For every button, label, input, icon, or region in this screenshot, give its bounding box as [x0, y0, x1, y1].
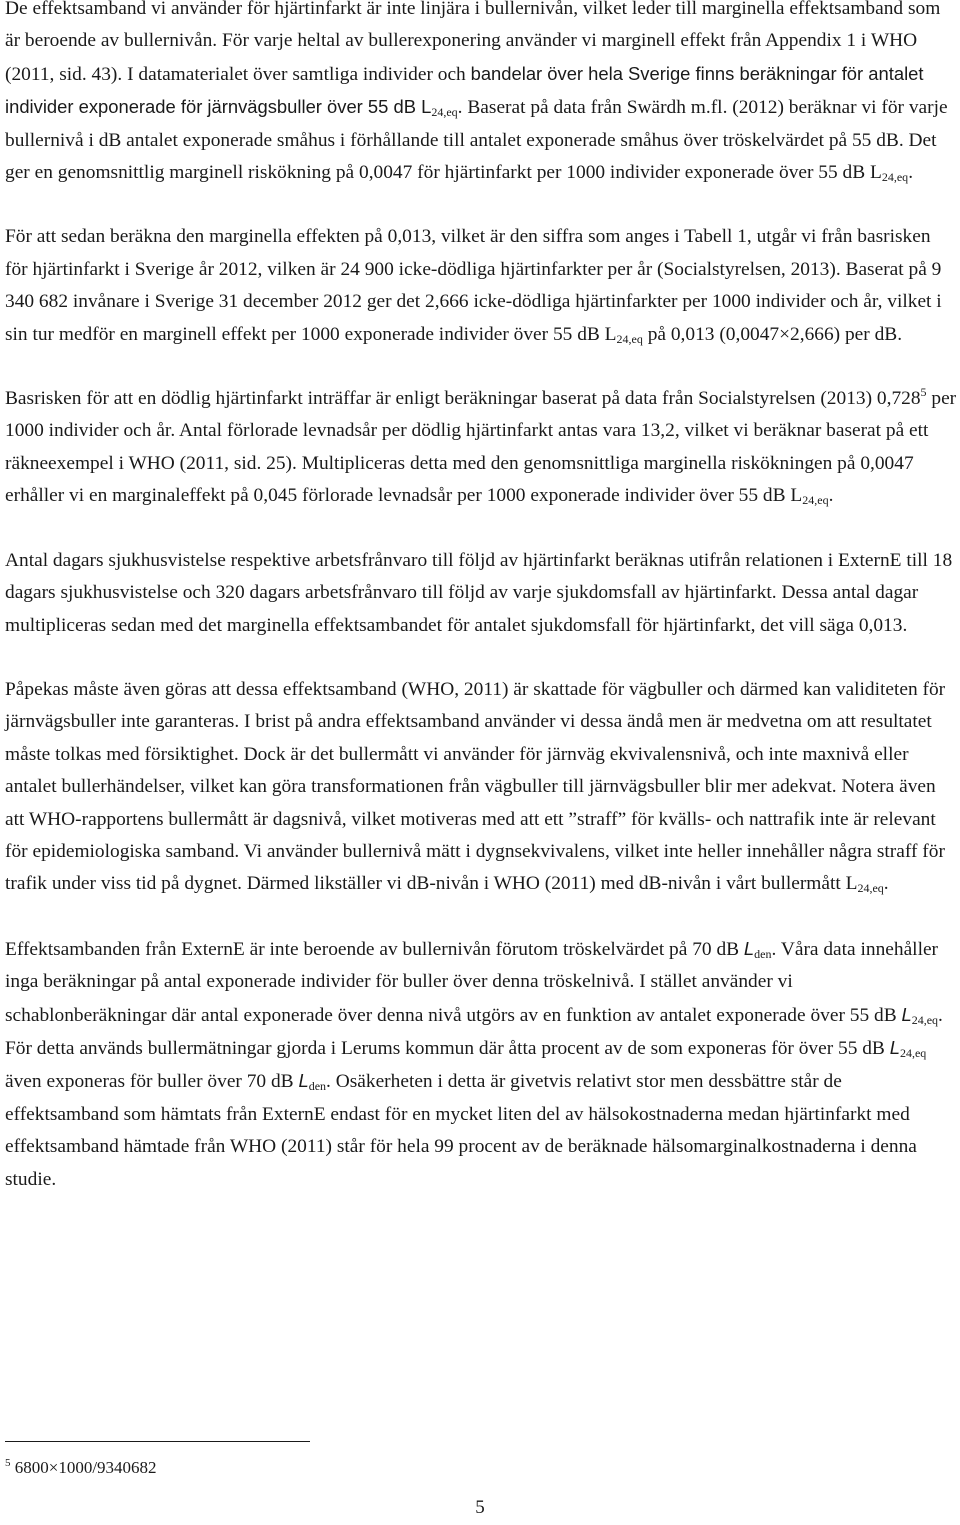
- paragraph-6: [5, 933, 957, 1196]
- paragraph-6-subscript-4: den: [308, 1079, 327, 1094]
- paragraph-3-text-b: per 1000 individer och år. Antal förlorade levnadsår per dödlig hjärtinfarkt antas vara 13,2, vilket vi beräknar baserat på ett räkneexempel i WHO (2011, sid. 25). Multipliceras detta med den genomsnittliga marginella riskökningen på 0,0047 erhåller vi en marginaleffekt på 0,045 förlorade levnadsår per 1000 exponerade individer över 55 dB L: [5, 388, 957, 507]
- paragraph-2-text-a: För att sedan beräkna den marginella effekten på 0,013, vilket är den siffra som anges i Tabell 1, utgår vi från basrisken för hjärtinfarkt i Sverige år 2012, vilken är 24 900 icke-dödliga hjärtinfarkter per år (Socialstyrelsen, 2013). Baserat på 9 340 682 invånare i Sverige 31 december 2012 ger det 2,666 icke-dödliga hjärtinfarkter per 1000 individer och år, vilket i sin tur medför en marginell effekt per 1000 exponerade individer över 55 dB L: [5, 226, 942, 345]
- paragraph-6-symbol-1: L: [743, 937, 755, 959]
- paragraph-2: [5, 221, 957, 351]
- paragraph-6-symbol-2: L: [901, 1003, 912, 1025]
- paragraph-1-text-c: 55 dB L: [362, 96, 432, 118]
- paragraph-3: [5, 383, 957, 513]
- paragraph-1-text-a: De effektsamband vi använder för hjärtinfarkt är inte linjära i bullernivån, vilket leder till marginella effektsamband som är beroende av bullernivån. För varje heltal av bullerexponering använder vi marginell effekt från Appendix 1 i WHO (2011, sid. 43). I datamaterialet över samtliga individer och: [5, 0, 941, 85]
- paragraph-6-text-a: Effektsambanden från ExternE är inte beroende av bullernivån förutom tröskelvärdet på 70 dB: [5, 938, 744, 960]
- paragraph-6-symbol-3: L: [889, 1036, 900, 1058]
- paragraph-5-subscript: 24,eq: [857, 881, 884, 896]
- paragraph-3-text-a: Basrisken för att en dödlig hjärtinfarkt inträffar är enligt beräkningar baserat på data från Socialstyrelsen (2013) 0,728: [5, 388, 921, 410]
- paragraph-1-text-b: bandelar över hela Sverige finns beräkningar för antalet individer exponerade för järnvägsbuller över: [5, 62, 924, 118]
- footnote-text: 6800×1000/9340682: [10, 1458, 157, 1477]
- paragraph-6-text-c: . För detta används bullermätningar gjorda i Lerums kommun där åtta procent av de som exponeras för över 55 dB: [5, 1004, 943, 1059]
- paragraph-1-subscript-1: 24,eq: [431, 105, 458, 120]
- footnote-5: [5, 1456, 157, 1480]
- footnote-separator: [5, 1441, 310, 1442]
- body-text: [5, 0, 957, 1196]
- paragraph-6-text-d: även exponeras för buller över 70 dB: [5, 1071, 299, 1093]
- paragraph-5: [5, 674, 957, 901]
- paragraph-1: [5, 0, 957, 189]
- paragraph-1-subscript-2: 24,eq: [881, 170, 909, 185]
- paragraph-1-text-d: . Baserat på data från Swärdh m.fl. (2012) beräknar vi för varje bullernivå i dB antalet exponerade småhus i förhållande till antalet exponerade småhus över tröskelvärdet på 55 dB. Det ger en genomsnittlig marginell riskökning på 0,0047 för hjärtinfarkt per 1000 individer exponerade över 55 dB L: [5, 97, 948, 184]
- page-number: 5: [475, 1497, 485, 1518]
- paragraph-3-subscript: 24,eq: [802, 493, 829, 508]
- paragraph-1-text-e: .: [908, 162, 914, 184]
- paragraph-2-subscript: 24,eq: [616, 331, 643, 346]
- paragraph-6-subscript-1: den: [754, 946, 772, 961]
- paragraph-6-symbol-4: L: [298, 1070, 309, 1092]
- footnote-number: 5: [5, 1457, 11, 1469]
- paragraph-5-text-b: .: [883, 873, 889, 895]
- footnote-reference-5[interactable]: 5: [920, 385, 927, 400]
- paragraph-3-text-c: .: [828, 485, 834, 507]
- paragraph-2-text-b: på 0,013 (0,0047×2,666) per dB.: [642, 323, 903, 345]
- paragraph-5-text-a: Påpekas måste även göras att dessa effektsamband (WHO, 2011) är skattade för vägbuller och därmed kan validiteten för järnvägsbuller inte garanteras. I brist på andra effektsamband använder vi dessa ändå men är medvetna om att resultatet måste tolkas med försiktighet. Dock är det bullermått vi använder för järnväg ekvivalensnivå, och inte maxnivå eller antalet bullerhändelser, vilket kan göra transformationen från vägbuller till järnvägsbuller blir mer adekvat. Notera även att WHO-rapportens bullermått är dagsnivå, vilket motiveras med att ett ”straff” för kvälls- och nattrafik inte är relevant för epidemiologiska samband. Vi använder bullernivå mätt i dygnsekvivalens, vilket inte heller innehåller några straff för trafik under viss tid på dygnet. Därmed likställer vi dB-nivån i WHO (2011) med dB-nivån i vårt bullermått L: [5, 678, 946, 895]
- paragraph-6-subscript-2: 24,eq: [911, 1012, 939, 1027]
- paragraph-6-text-b: . Våra data innehåller inga beräkningar på antal exponerade individer för buller över denna tröskelnivå. I stället använder vi schablonberäkningar där antal exponerade över denna nivå utgörs av en funktion av antalet exponerade över 55 dB: [5, 938, 939, 1026]
- paragraph-6-subscript-3: 24,eq: [899, 1045, 927, 1060]
- paragraph-6-text-e: . Osäkerheten i detta är givetvis relativt stor men dessbättre står de effektsamband som hämtats från ExternE endast för en mycket liten del av hälsokostnaderna medan hjärtinfarkt med effektsamband hämtade från WHO (2011) står för hela 99 procent av de beräknade hälsomarginalkostnaderna i denna studie.: [5, 1071, 917, 1190]
- paragraph-4: Antal dagars sjukhusvistelse respektive arbetsfrånvaro till följd av hjärtinfarkt beräknas utifrån relationen i ExternE till 18 dagars sjukhusvistelse och 320 dagars arbetsfrånvaro till följd av varje sjukdomsfall av hjärtinfarkt. Dessa antal dagar multipliceras sedan med det marginella effektsambandet för antalet sjukdomsfall för hjärtinfarkt, det vill säga 0,013.: [5, 549, 953, 636]
